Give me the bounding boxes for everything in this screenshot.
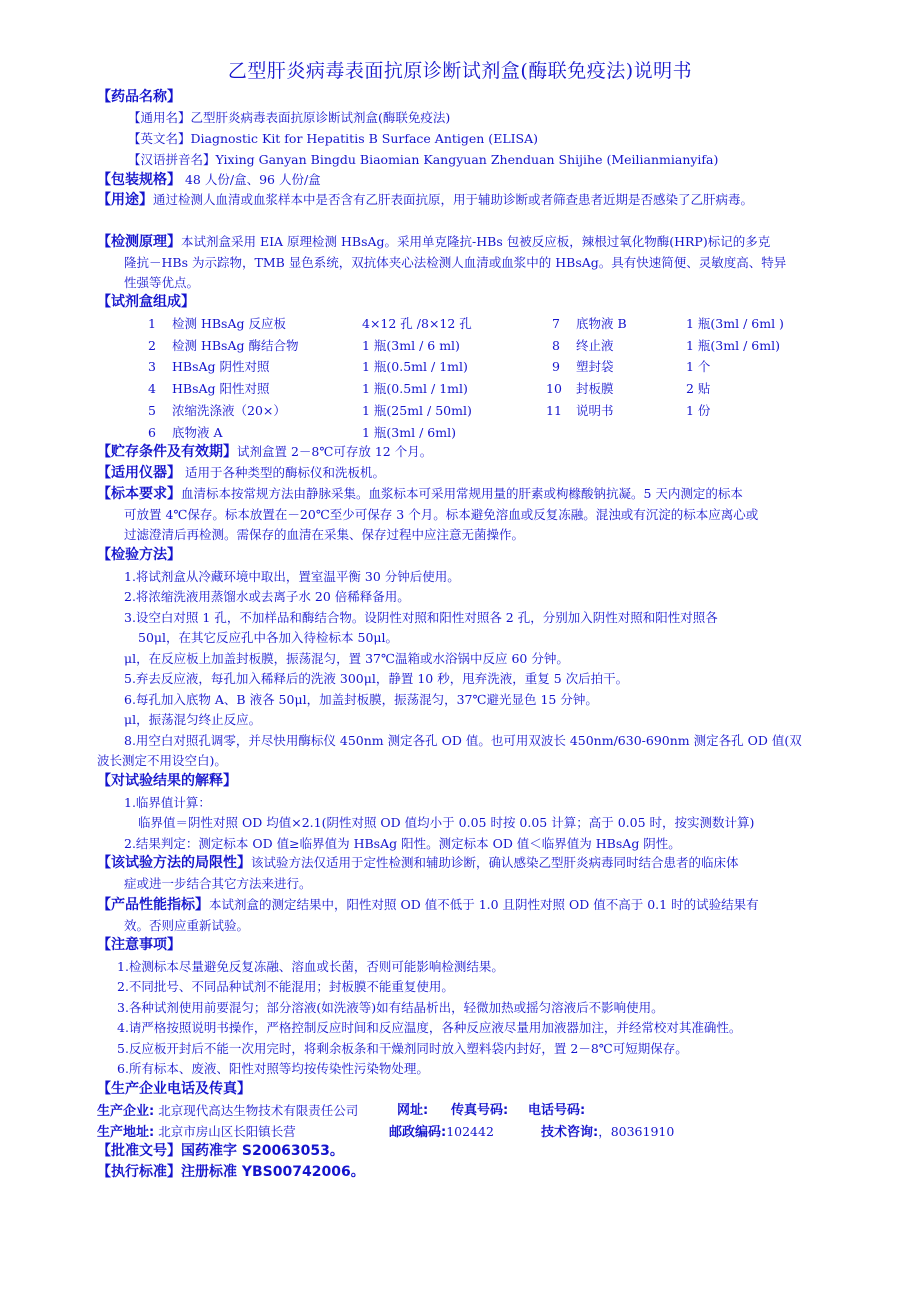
note-item: 5.反应板开封后不能一次用完时，将剩余板条和干燥剂同时放入塑料袋内封好，置 2－8℃可短期保存。 (117, 1041, 688, 1056)
component-number: 6 (148, 425, 156, 440)
component-name: 终止液 (576, 338, 614, 353)
limitation-row-1 (97, 853, 739, 873)
limitation-heading: 【该试验方法的局限性】 (97, 855, 251, 871)
performance-text-1: 本试剂盒的测定结果中，阳性对照 OD 值不低于 1.0 且阴性对照 OD 值不高于 0.1 时的试验结果有 (209, 897, 759, 912)
component-name: 检测 HBsAg 酶结合物 (172, 338, 299, 353)
specimen-text-3: 过滤澄清后再检测。需保存的血清在采集、保存过程中应注意无菌操作。 (124, 527, 525, 542)
common-name-label: 【通用名】 (128, 110, 191, 125)
component-number: 5 (148, 403, 156, 418)
principle-text-3: 性强等优点。 (124, 275, 200, 290)
component-spec: 1 瓶(25ml / 50ml) (362, 403, 472, 418)
performance-heading: 【产品性能指标】 (97, 897, 209, 913)
drug-name-heading: 【药品名称】 (97, 89, 181, 105)
common-name-row (128, 108, 450, 128)
usage-row (97, 190, 753, 210)
note-item: 3.各种试剂使用前要混匀；部分溶液(如洗液等)如有结晶析出，轻微加热或摇匀溶液后不影响使用。 (117, 1000, 664, 1015)
english-name-row (128, 129, 538, 149)
limitation-text-2: 症或进一步结合其它方法来进行。 (124, 876, 312, 891)
note-item: 1.检测标本尽量避免反复冻融、溶血或长菌，否则可能影响检测结果。 (117, 959, 504, 974)
component-name: 底物液 B (576, 316, 627, 331)
method-step: 6.每孔加入底物 A、B 液各 50μl，加盖封板膜，振荡混匀，37℃避光显色 15 分钟。 (124, 692, 598, 707)
method-step: 波长测定不用设空白)。 (97, 753, 227, 768)
address-row (97, 1122, 296, 1143)
company-heading: 【生产企业电话及传真】 (97, 1081, 251, 1097)
component-name: HBsAg 阴性对照 (172, 359, 270, 374)
note-item: 6.所有标本、废液、阳性对照等均按传染性污染物处理。 (117, 1061, 429, 1076)
standard-heading: 【执行标准】 (97, 1164, 181, 1180)
component-number: 4 (148, 381, 156, 396)
component-number: 10 (546, 381, 562, 396)
fax-label: 传真号码: (451, 1103, 509, 1118)
approval-row (97, 1141, 344, 1161)
address-label: 生产地址: (97, 1125, 155, 1140)
storage-heading: 【贮存条件及有效期】 (97, 444, 237, 460)
specimen-text-2: 可放置 4℃保存。标本放置在－20℃至少可保存 3 个月。标本避免溶血或反复冻融。混浊或有沉淀的标本应离心或 (124, 507, 759, 522)
document-title: 乙型肝炎病毒表面抗原诊断试剂盒(酶联免疫法)说明书 (227, 60, 693, 82)
pinyin-name-label: 【汉语拼音名】 (128, 152, 216, 167)
method-step: 8.用空白对照孔调零，并尽快用酶标仪 450nm 测定各孔 OD 值。也可用双波长 450nm/630-690nm 测定各孔 OD 值(双 (124, 733, 802, 748)
component-name: 底物液 A (172, 425, 223, 440)
interpretation-line: 临界值＝阴性对照 OD 均值×2.1(阴性对照 OD 值均小于 0.05 时按 0.05 计算；高于 0.05 时，按实测数计算) (138, 815, 755, 830)
component-number: 2 (148, 338, 156, 353)
specimen-text-1: 血清标本按常规方法由静脉采集。血浆标本可采用常规用量的肝素或枸橼酸钠抗凝。5 天内测定的标本 (181, 486, 743, 501)
component-number: 7 (552, 316, 560, 331)
method-step: 3.设空白对照 1 孔，不加样品和酶结合物。设阴性对照和阳性对照各 2 孔，分别加入阴性对照和阳性对照各 (124, 610, 718, 625)
common-name-value: 乙型肝炎病毒表面抗原诊断试剂盒(酶联免疫法) (190, 110, 451, 125)
component-number: 1 (148, 316, 156, 331)
components-heading: 【试剂盒组成】 (97, 294, 195, 310)
consult-value: ，80361910 (598, 1124, 675, 1139)
storage-text: 试剂盒置 2－8℃可存放 12 个月。 (237, 444, 433, 459)
method-step: 5.弃去反应液，每孔加入稀释后的洗液 300μl，静置 10 秒，甩弃洗液，重复 5 次后拍干。 (124, 671, 629, 686)
postcode-label: 邮政编码: (389, 1125, 447, 1140)
component-number: 11 (546, 403, 562, 418)
instrument-text: 适用于各种类型的酶标仪和洗板机。 (181, 465, 385, 480)
instrument-heading: 【适用仪器】 (97, 465, 181, 481)
principle-text-2: 隆抗－HBs 为示踪物，TMB 显色系统，双抗体夹心法检测人血清或血浆中的 HBsAg。具有快速简便、灵敏度高、特异 (124, 255, 787, 270)
method-step: 1.将试剂盒从冷藏环境中取出，置室温平衡 30 分钟后使用。 (124, 569, 460, 584)
approval-heading: 【批准文号】 (97, 1143, 181, 1159)
usage-text: 通过检测人血清或血浆样本中是否含有乙肝表面抗原，用于辅助诊断或者筛查患者近期是否感染了乙肝病毒。 (153, 192, 754, 207)
producer-label: 生产企业: (97, 1104, 155, 1119)
performance-text-2: 效。否则应重新试验。 (124, 918, 250, 933)
component-spec: 1 个 (686, 359, 711, 374)
component-spec: 1 瓶(3ml / 6 ml) (362, 338, 460, 353)
postcode-row (389, 1122, 494, 1143)
component-spec: 1 份 (686, 403, 711, 418)
consult-row (541, 1122, 674, 1143)
component-spec: 4×12 孔 /8×12 孔 (362, 316, 472, 331)
component-spec: 1 瓶(0.5ml / 1ml) (362, 359, 468, 374)
english-name-label: 【英文名】 (128, 131, 191, 146)
note-item: 4.请严格按照说明书操作，严格控制反应时间和反应温度，各种反应液尽量用加液器加注，并经常校对其准确性。 (117, 1020, 742, 1035)
pinyin-name-value: Yixing Ganyan Bingdu Biaomian Kangyuan Zhenduan Shijihe (Meilianmianyifa) (215, 152, 719, 167)
component-spec: 1 瓶(3ml / 6ml ) (686, 316, 784, 331)
component-name: 封板膜 (576, 381, 614, 396)
standard-row (97, 1162, 365, 1182)
component-name: 塑封袋 (576, 359, 614, 374)
component-number: 9 (552, 359, 560, 374)
limitation-text-1: 该试验方法仅适用于定性检测和辅助诊断，确认感染乙型肝炎病毒同时结合患者的临床体 (251, 855, 739, 870)
phone-label: 电话号码: (528, 1103, 586, 1118)
storage-row (97, 442, 432, 462)
principle-row-1 (97, 232, 770, 252)
component-spec: 1 瓶(0.5ml / 1ml) (362, 381, 468, 396)
component-spec: 1 瓶(3ml / 6ml) (686, 338, 780, 353)
note-item: 2.不同批号、不同品种试剂不能混用；封板膜不能重复使用。 (117, 979, 454, 994)
specimen-row-1 (97, 484, 743, 504)
method-step: 2.将浓缩洗液用蒸馏水或去离子水 20 倍稀释备用。 (124, 589, 410, 604)
instrument-row (97, 463, 385, 483)
standard-text: 注册标准 YBS00742006。 (181, 1164, 365, 1180)
performance-row-1 (97, 895, 759, 915)
package-heading: 【包装规格】 (97, 172, 181, 188)
postcode-value: 102442 (446, 1124, 494, 1139)
approval-text: 国药准字 S20063053。 (181, 1143, 344, 1159)
method-step: 50μl，在其它反应孔中各加入待检标本 50μl。 (138, 630, 399, 645)
component-name: 说明书 (576, 403, 614, 418)
component-spec: 1 瓶(3ml / 6ml) (362, 425, 456, 440)
method-step: μl，振荡混匀终止反应。 (124, 712, 262, 727)
producer-row (97, 1101, 358, 1122)
interpretation-line: 1.临界值计算： (124, 795, 211, 810)
component-name: 浓缩洗涤液（20×） (172, 403, 286, 418)
english-name-value: Diagnostic Kit for Hepatitis B Surface Antigen (ELISA) (190, 131, 539, 146)
principle-text-1: 本试剂盒采用 EIA 原理检测 HBsAg。采用单克隆抗-HBs 包被反应板，辣根过氧化物酶(HRP)标记的多克 (181, 234, 771, 249)
pinyin-name-row (128, 150, 718, 170)
interpretation-heading: 【对试验结果的解释】 (97, 773, 237, 789)
package-row (97, 170, 321, 190)
usage-heading: 【用途】 (97, 192, 153, 208)
component-number: 8 (552, 338, 560, 353)
principle-heading: 【检测原理】 (97, 234, 181, 250)
web-label: 网址: (397, 1103, 429, 1118)
specimen-heading: 【标本要求】 (97, 486, 181, 502)
method-step: μl，在反应板上加盖封板膜，振荡混匀，置 37℃温箱或水浴锅中反应 60 分钟。 (124, 651, 569, 666)
package-text: 48 人份/盒、96 人份/盒 (184, 172, 321, 187)
component-spec: 2 贴 (686, 381, 711, 396)
component-name: 检测 HBsAg 反应板 (172, 316, 286, 331)
method-heading: 【检验方法】 (97, 547, 181, 563)
interpretation-line: 2.结果判定：测定标本 OD 值≥临界值为 HBsAg 阳性。测定标本 OD 值＜临界值为 HBsAg 阴性。 (124, 836, 681, 851)
component-name: HBsAg 阳性对照 (172, 381, 270, 396)
notes-heading: 【注意事项】 (97, 937, 181, 953)
consult-label: 技术咨询: (541, 1125, 599, 1140)
producer-value: 北京现代高达生物技术有限责任公司 (158, 1103, 359, 1118)
component-number: 3 (148, 359, 156, 374)
address-value: 北京市房山区长阳镇长营 (158, 1124, 296, 1139)
